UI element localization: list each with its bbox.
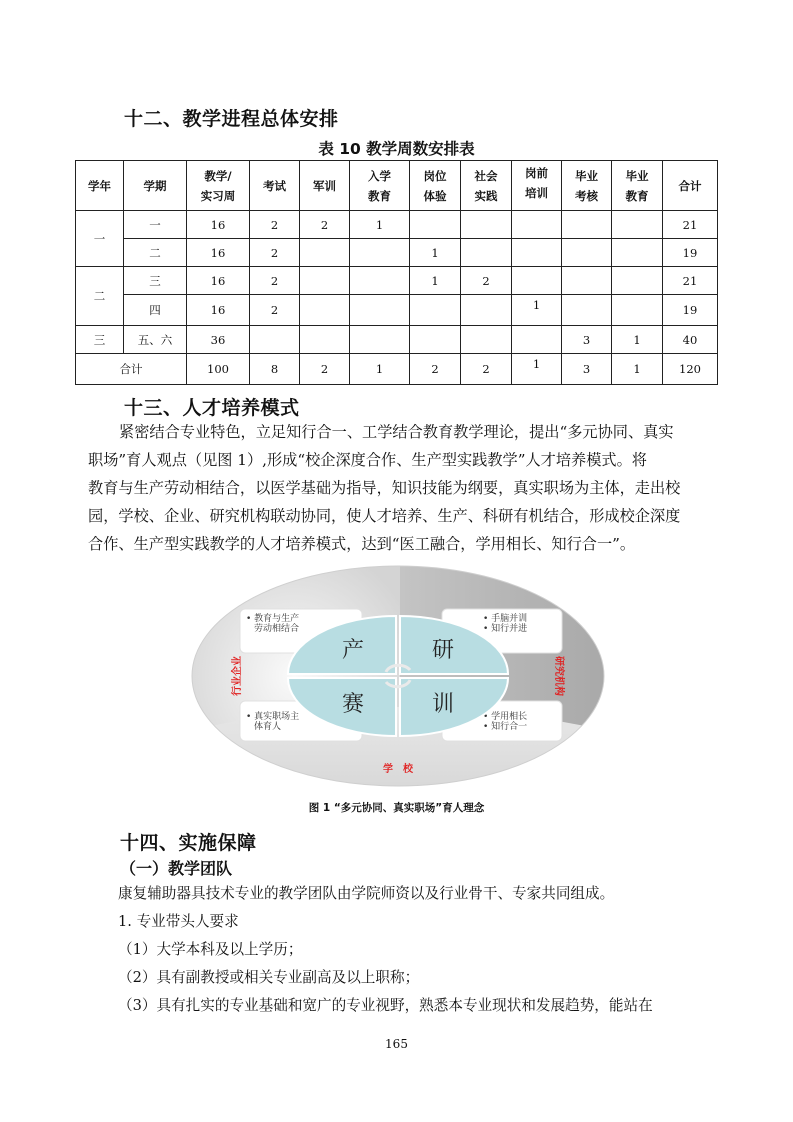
- cell-total: 21: [663, 267, 718, 295]
- cell-total-label: 合计: [76, 354, 187, 385]
- cell-total: 19: [663, 295, 718, 326]
- cell-teach: 16: [187, 211, 250, 239]
- box-text: • 教育与生产: [246, 614, 300, 624]
- cell-social: [461, 211, 512, 239]
- cell-pretrain: 1: [512, 354, 562, 385]
- cell-entry: 1: [350, 354, 410, 385]
- cell-exam: [250, 326, 300, 354]
- cell-pretrain: [512, 239, 562, 267]
- cell-grad-edu: 1: [612, 326, 663, 354]
- page-number: 165: [385, 1037, 408, 1051]
- header-year: 学年: [76, 161, 124, 211]
- cell-teach: 16: [187, 239, 250, 267]
- box-text: 劳动相结合: [254, 624, 300, 634]
- cell-entry: [350, 239, 410, 267]
- paragraph-line: 紧密结合专业特色，立足知行合一、工学结合教育教学理论，提出“多元协同、真实: [119, 423, 674, 441]
- header-grad-exam: 毕业 考核: [562, 161, 612, 211]
- teaching-weeks-table: [75, 160, 718, 385]
- cell-grad-edu: [612, 211, 663, 239]
- box-text: 体育人: [254, 722, 282, 732]
- text-line: （2）具有副教授或相关专业副高及以上职称；: [118, 969, 420, 986]
- paragraph-line: 园，学校、企业、研究机构联动协同，使人才培养、生产、科研有机结合，形成校企深度: [88, 507, 681, 525]
- cell-grad-exam: [562, 267, 612, 295]
- cell-pretrain: 1: [512, 295, 562, 326]
- cell-exam: 2: [250, 211, 300, 239]
- cell-exam: 2: [250, 239, 300, 267]
- table-header-row: [76, 161, 718, 211]
- cell-teach: 16: [187, 295, 250, 326]
- cell-entry: [350, 326, 410, 354]
- header-pretrain: 岗前 培训: [512, 161, 562, 211]
- cell-year: 一: [76, 211, 124, 267]
- header-military: 军训: [300, 161, 350, 211]
- cell-exam: 8: [250, 354, 300, 385]
- label-school: 学 校: [383, 764, 413, 775]
- cell-teach: 100: [187, 354, 250, 385]
- cell-total: 21: [663, 211, 718, 239]
- header-social: 社会 实践: [461, 161, 512, 211]
- table-row: [76, 267, 718, 295]
- cell-term: 五、六: [124, 326, 187, 354]
- cell-exam: 2: [250, 267, 300, 295]
- header-term: 学期: [124, 161, 187, 211]
- cell-pretrain: [512, 267, 562, 295]
- box-text: • 知行合一: [483, 722, 528, 732]
- cell-grad-exam: 3: [562, 354, 612, 385]
- table-row: [76, 326, 718, 354]
- cell-post: 2: [410, 354, 461, 385]
- header-post-exp: 岗位 体验: [410, 161, 461, 211]
- cell-post: 1: [410, 239, 461, 267]
- paragraph-line: 合作、生产型实践教学的人才培养模式，达到“医工融合，学用相长、知行合一”。: [88, 535, 636, 553]
- cell-military: [300, 239, 350, 267]
- quadrant-label-chan: 产: [341, 638, 365, 663]
- header-entry-edu: 入学 教育: [350, 161, 410, 211]
- section-14-subheading: （一）教学团队: [120, 859, 233, 878]
- cell-teach: 16: [187, 267, 250, 295]
- cell-grad-exam: [562, 295, 612, 326]
- box-text: • 学用相长: [483, 712, 528, 722]
- cell-exam: 2: [250, 295, 300, 326]
- table-total-row: [76, 354, 718, 385]
- table-row: [76, 295, 718, 326]
- cell-post: 1: [410, 267, 461, 295]
- quadrant-label-yan: 研: [431, 638, 455, 663]
- cell-entry: 1: [350, 211, 410, 239]
- box-text: • 真实职场主: [246, 712, 300, 722]
- table-caption: 表 10 教学周数安排表: [318, 140, 475, 158]
- cell-entry: [350, 267, 410, 295]
- cell-term: 一: [124, 211, 187, 239]
- cell-grad-edu: [612, 295, 663, 326]
- education-concept-diagram: [188, 563, 608, 789]
- label-research: 研究机构: [553, 656, 564, 696]
- cell-entry: [350, 295, 410, 326]
- quadrant-label-xun: 训: [431, 692, 455, 717]
- section-14-heading: 十四、实施保障: [120, 832, 257, 854]
- cell-grad-exam: [562, 211, 612, 239]
- quadrant-label-sai: 赛: [341, 692, 365, 717]
- cell-term: 二: [124, 239, 187, 267]
- cell-social: 2: [461, 267, 512, 295]
- paragraph-line: 职场”育人观点（见图 1）,形成“校企深度合作、生产型实践教学”人才培养模式。将: [88, 451, 647, 469]
- text-line: （3）具有扎实的专业基础和宽广的专业视野，熟悉本专业现状和发展趋势，能站在: [118, 997, 653, 1014]
- cell-social: [461, 239, 512, 267]
- cell-military: [300, 326, 350, 354]
- section-13-paragraph: [88, 418, 680, 558]
- header-total: 合计: [663, 161, 718, 211]
- cell-pretrain: [512, 326, 562, 354]
- label-industry: 行业企业: [232, 656, 243, 696]
- cell-military: [300, 267, 350, 295]
- cell-social: [461, 295, 512, 326]
- cell-post: [410, 326, 461, 354]
- section-12-heading: 十二、教学进程总体安排: [124, 108, 339, 130]
- cell-total: 19: [663, 239, 718, 267]
- cell-pretrain: [512, 211, 562, 239]
- cell-military: 2: [300, 354, 350, 385]
- table-row: [76, 211, 718, 239]
- cell-military: [300, 295, 350, 326]
- header-teach-weeks: 教学/ 实习周: [187, 161, 250, 211]
- cell-post: [410, 295, 461, 326]
- cell-grad-exam: [562, 239, 612, 267]
- section-14-text: [118, 880, 653, 1020]
- text-line: 1. 专业带头人要求: [118, 913, 239, 930]
- cell-grad-edu: [612, 267, 663, 295]
- table-row: [76, 239, 718, 267]
- header-exam: 考试: [250, 161, 300, 211]
- text-line: （1）大学本科及以上学历；: [118, 941, 303, 958]
- cell-grad-edu: [612, 239, 663, 267]
- cell-teach: 36: [187, 326, 250, 354]
- box-text: • 手脑并训: [483, 614, 528, 624]
- cell-term: 三: [124, 267, 187, 295]
- text-line: 康复辅助器具技术专业的教学团队由学院师资以及行业骨干、专家共同组成。: [118, 885, 615, 902]
- cell-grad-exam: 3: [562, 326, 612, 354]
- cell-total: 40: [663, 326, 718, 354]
- section-13-heading: 十三、人才培养模式: [124, 397, 300, 419]
- cell-year: 二: [76, 267, 124, 326]
- cell-total: 120: [663, 354, 718, 385]
- figure-caption: 图 1 “多元协同、真实职场”育人理念: [308, 802, 485, 814]
- cell-term: 四: [124, 295, 187, 326]
- header-grad-edu: 毕业 教育: [612, 161, 663, 211]
- cell-post: [410, 211, 461, 239]
- cell-military: 2: [300, 211, 350, 239]
- box-text: • 知行并进: [483, 624, 528, 634]
- cell-year: 三: [76, 326, 124, 354]
- cell-social: [461, 326, 512, 354]
- cell-grad-edu: 1: [612, 354, 663, 385]
- paragraph-line: 教育与生产劳动相结合，以医学基础为指导，知识技能为纲要，真实职场为主体，走出校: [88, 479, 681, 497]
- cell-social: 2: [461, 354, 512, 385]
